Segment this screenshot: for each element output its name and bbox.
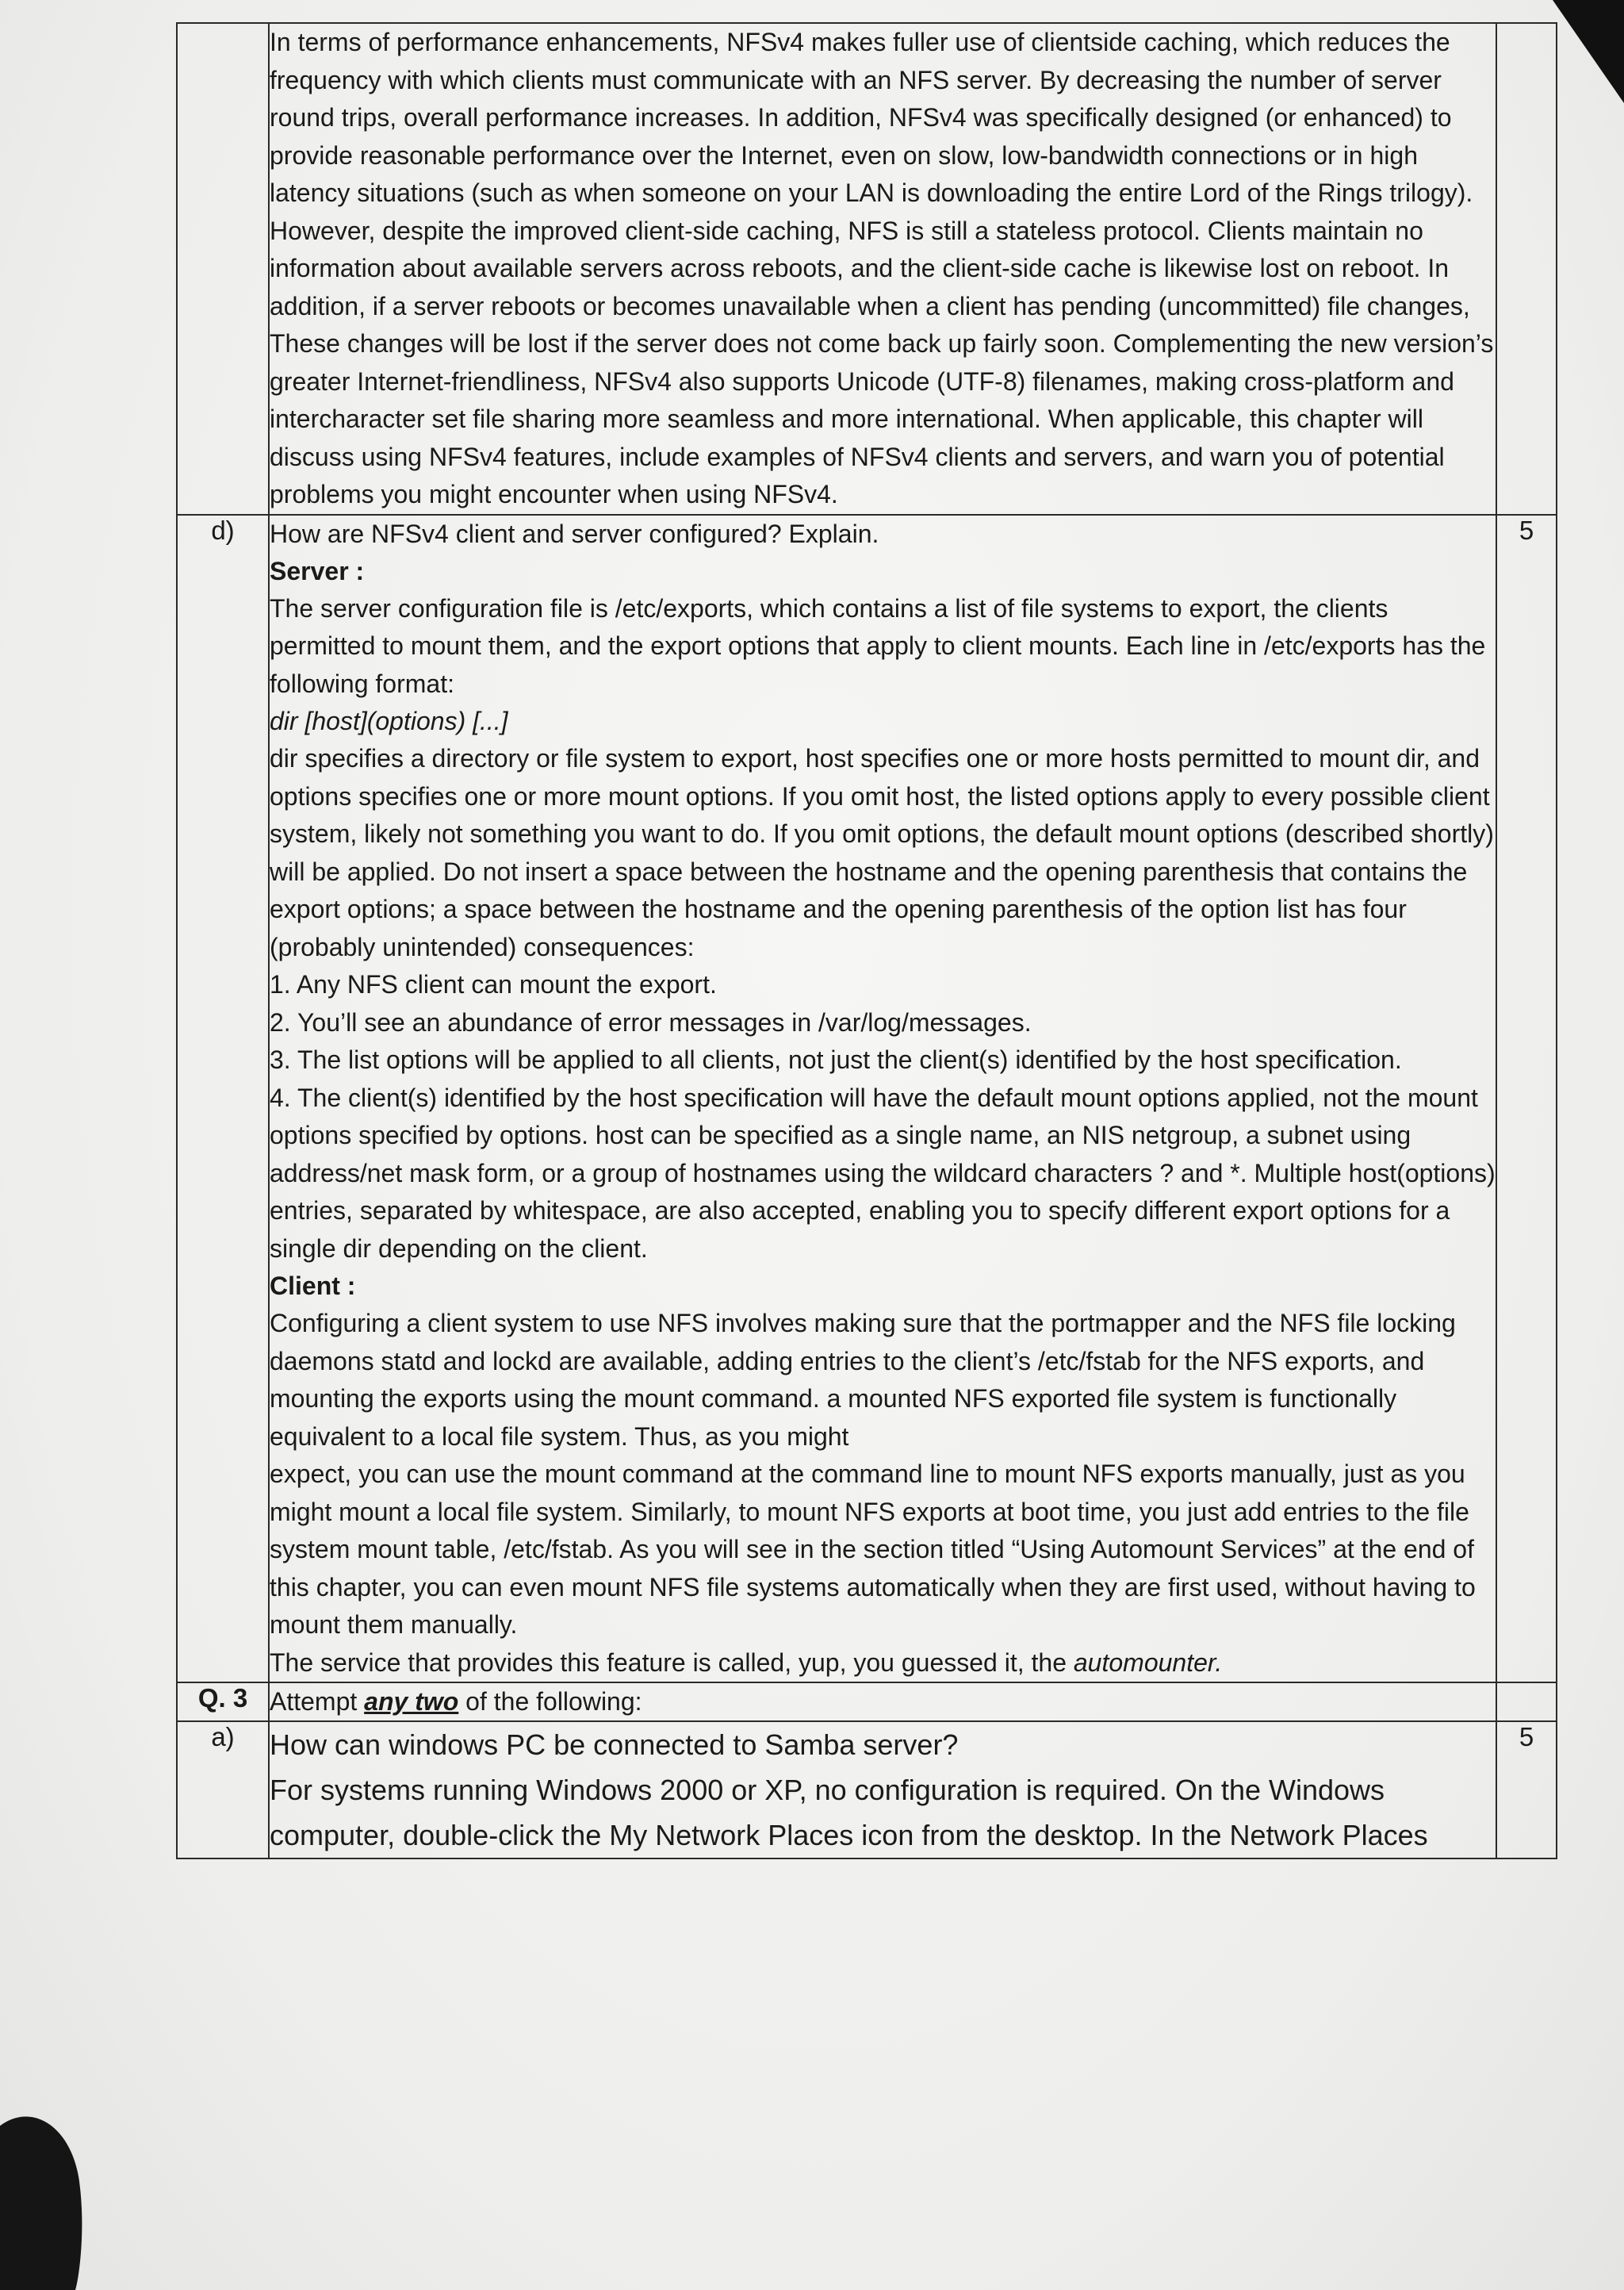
q3-prompt-prefix: Attempt <box>270 1687 365 1716</box>
exports-explanation-paragraph: dir specifies a directory or file system to export, host specifies one or more hosts permitted to mount dir, and options specifies one or more mount options. If you omit host, the listed options apply to every possible client system, likely not something you want to do. If you omit options, the default mount options (described shortly) will be applied. Do not insert a space between the hostname and the opening parenthesis that contains the export options; a space between the hostname and the opening parenthesis of the option list has four (probably unintended) consequences: <box>270 744 1494 961</box>
consequence-item-4: 4. The client(s) identified by the host specification will have the default mount options applied, not the mount options specified by options. host can be specified as a single name, an NIS netgroup, a subnet using address/net mask form, or a group of hostnames using the wildcard characters ? and *. Multiple host(options) entries, separated by whitespace, are also accepted, enabling you to specify different export options for a single dir depending on the client. <box>270 1083 1496 1263</box>
samba-answer-line-2: computer, double-click the My Network Places icon from the desktop. In the Network Places <box>270 1819 1428 1851</box>
server-paragraph: The server configuration file is /etc/exports, which contains a list of file systems to export, the clients permitted to mount them, and the export options that apply to client mounts. Each line in /etc/exports has the following format: <box>270 593 1486 698</box>
q3-prompt-suffix: of the following: <box>458 1687 642 1716</box>
automounter-term: automounter. <box>1073 1647 1223 1677</box>
exports-format-line: dir [host](options) [...] <box>270 707 508 735</box>
consequence-item-1: 1. Any NFS client can mount the export. <box>270 970 717 999</box>
marks-cell-empty <box>1496 23 1557 515</box>
question-text-q3a: How can windows PC be connected to Samba server? <box>270 1728 959 1761</box>
label-cell-empty <box>177 23 269 515</box>
client-last-line <box>270 1644 1496 1682</box>
answer-table <box>176 22 1557 1859</box>
answer-cell-c <box>269 23 1496 515</box>
q3-prompt-cell <box>269 1682 1496 1721</box>
marks-q3a: 5 <box>1496 1721 1557 1858</box>
client-paragraph-1: Configuring a client system to use NFS involves making sure that the portmapper and the NFS file locking daemons statd and lockd are available, adding entries to the client’s /etc/fstab for the NFS exports, and mounting the exports using the mount command. a mounted NFS exported file system is functionally equivalent to a local file system. Thus, as you might <box>270 1309 1456 1451</box>
consequence-item-3: 3. The list options will be applied to all clients, not just the client(s) identified by the host specification. <box>270 1045 1402 1074</box>
server-heading: Server : <box>270 556 365 585</box>
question-text-d: How are NFSv4 client and server configured? Explain. <box>270 519 879 548</box>
question-label-q3: Q. 3 <box>177 1682 269 1721</box>
client-last-line-text: The service that provides this feature is called, yup, you guessed it, the <box>270 1647 1074 1677</box>
answer-cell-d <box>269 515 1496 1683</box>
table-row-section-c <box>177 23 1557 515</box>
question-label-q3a: a) <box>177 1721 269 1858</box>
question-label-d: d) <box>177 515 269 1683</box>
nfsv4-performance-paragraph: In terms of performance enhancements, NFSv4 makes fuller use of clientside caching, which reduces the frequency with which clients must communicate with an NFS server. By decreasing the number of server round trips, overall performance increases. In addition, NFSv4 was specifically designed (or enhanced) to provide reasonable performance over the Internet, even on slow, low-bandwidth connections or in high latency situations (such as when someone on your LAN is downloading the entire Lord of the Rings trilogy). However, despite the improved client-side caching, NFS is still a stateless protocol. Clients maintain no information about available servers across reboots, and the client-side cache is likewise lost on reboot. In addition, if a server reboots or becomes unavailable when a client has pending (uncommitted) file changes, These changes will be lost if the server does not come back up fairly soon. Complementing the new version’s greater Internet-friendliness, NFSv4 also supports Unicode (UTF-8) filenames, making cross-platform and intercharacter set file sharing more seamless and more international. When applicable, this chapter will discuss using NFSv4 features, include examples of NFSv4 clients and servers, and warn you of potential problems you might encounter when using NFSv4. <box>270 28 1494 508</box>
table-row-q3a <box>177 1721 1557 1858</box>
consequence-item-2: 2. You’ll see an abundance of error messages in /var/log/messages. <box>270 1007 1032 1037</box>
binding-shadow-bottom-left <box>0 2094 87 2290</box>
marks-d: 5 <box>1496 515 1557 1683</box>
marks-cell-q3-empty <box>1496 1682 1557 1721</box>
client-heading: Client : <box>270 1272 356 1300</box>
samba-answer-line-1: For systems running Windows 2000 or XP, no configuration is required. On the Windows <box>270 1774 1385 1806</box>
table-row-section-d <box>177 515 1557 1683</box>
client-paragraph-2: expect, you can use the mount command at the command line to mount NFS exports manually, just as you might mount a local file system. Similarly, to mount NFS exports at boot time, you just add entries to the file system mount table, /etc/fstab. As you will see in the section titled “Using Automount Services” at the end of this chapter, you can even mount NFS file systems automatically when they are first used, without having to mount them manually. <box>270 1460 1476 1639</box>
table-row-q3 <box>177 1682 1557 1721</box>
q3-prompt-emphasis: any two <box>364 1687 459 1716</box>
answer-cell-q3a <box>269 1721 1496 1858</box>
q3-prompt <box>270 1683 1496 1720</box>
